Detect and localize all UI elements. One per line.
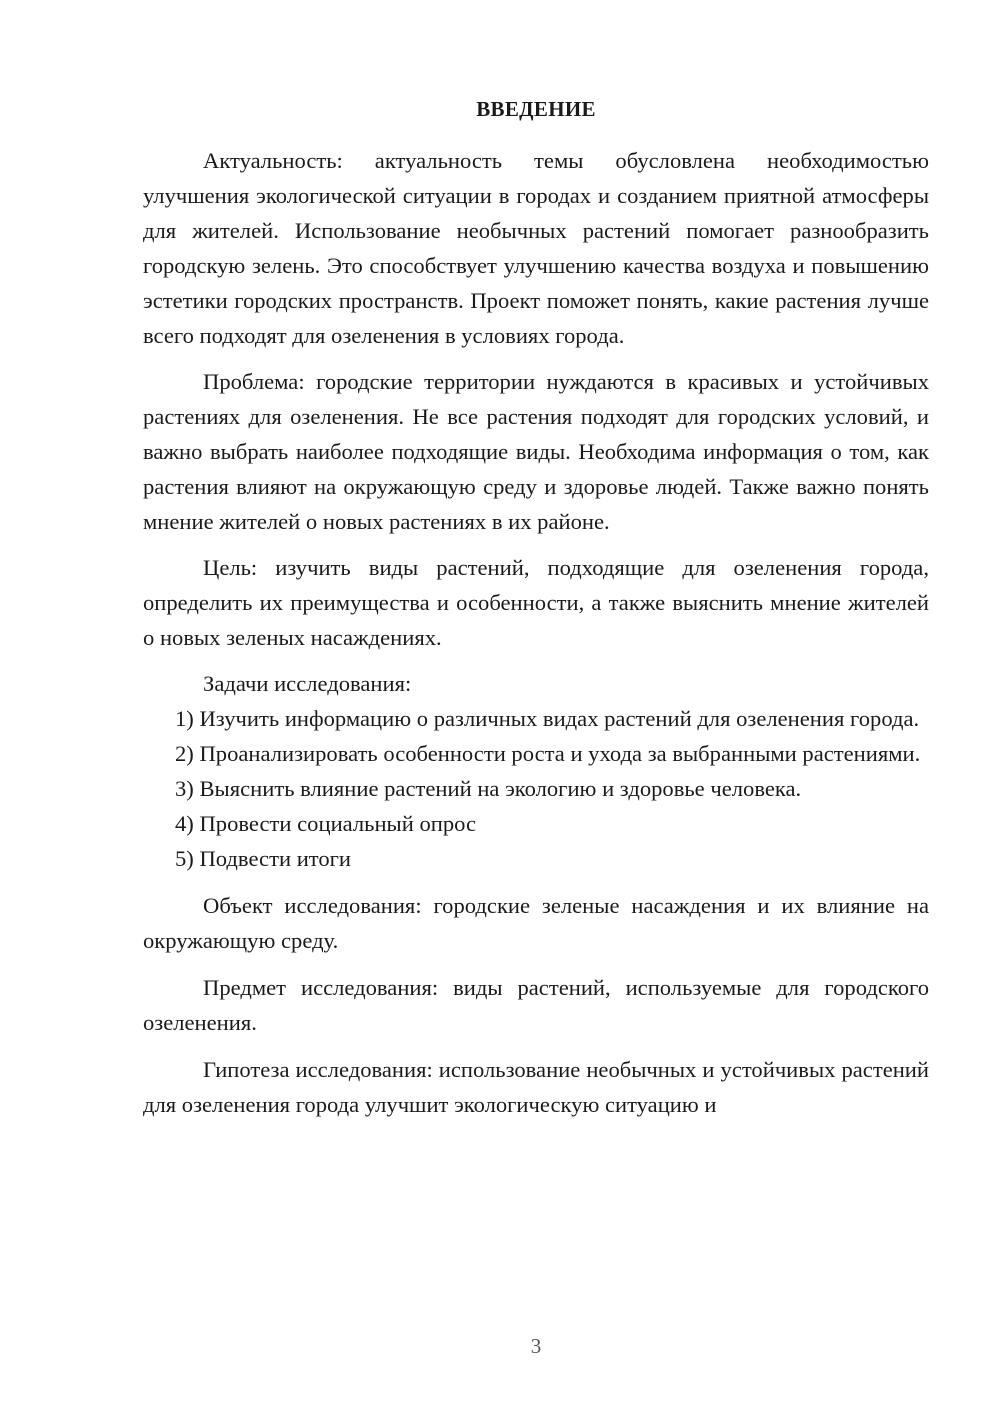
paragraph-problem: Проблема: городские территории нуждаются в красивых и устойчивых растениях для озеленения. Не все растения подходят для городских условий, и важно выбрать наиболее подходящие виды. Необходима информация о том, как растения влияют на окружающую среду и здоровье людей. Также важно понять мнение жителей о новых растениях в их районе. [143,369,929,534]
task-item: 1) Изучить информацию о различных видах растений для озеленения города. [175,706,920,731]
paragraph-goal: Цель: изучить виды растений, подходящие для озеленения города, определить их преимущества и особенности, а также выяснить мнение жителей о новых зеленых насаждениях. [143,555,929,650]
task-item: 5) Подвести итоги [175,846,352,871]
tasks-title: Задачи исследования: [203,671,412,696]
page-title: ВВЕДЕНИЕ [476,97,596,121]
paragraph-relevance: Актуальность: актуальность темы обусловлена необходимостью улучшения экологической ситуации в городах и созданием приятной атмосферы для жителей. Использование необычных растений помогает разнообразить городскую зелень. Это способствует улучшению качества воздуха и повышению эстетики городских пространств. Проект поможет понять, какие растения лучше всего подходят для озеленения в условиях города. [143,148,929,348]
paragraph-subject: Предмет исследования: виды растений, используемые для городского озеленения. [143,975,929,1035]
task-item: 4) Провести социальный опрос [175,811,477,836]
body-text [143,143,929,1122]
task-item: 3) Выяснить влияние растений на экологию и здоровье человека. [175,776,802,801]
paragraph-object: Объект исследования: городские зеленые насаждения и их влияние на окружающую среду. [143,893,929,953]
task-item: 2) Проанализировать особенности роста и ухода за выбранными растениями. [175,741,921,766]
page-number: 3 [530,1334,542,1358]
paragraph-hypothesis: Гипотеза исследования: использование необычных и устойчивых растений для озеленения города улучшит экологическую ситуацию и [143,1057,929,1117]
